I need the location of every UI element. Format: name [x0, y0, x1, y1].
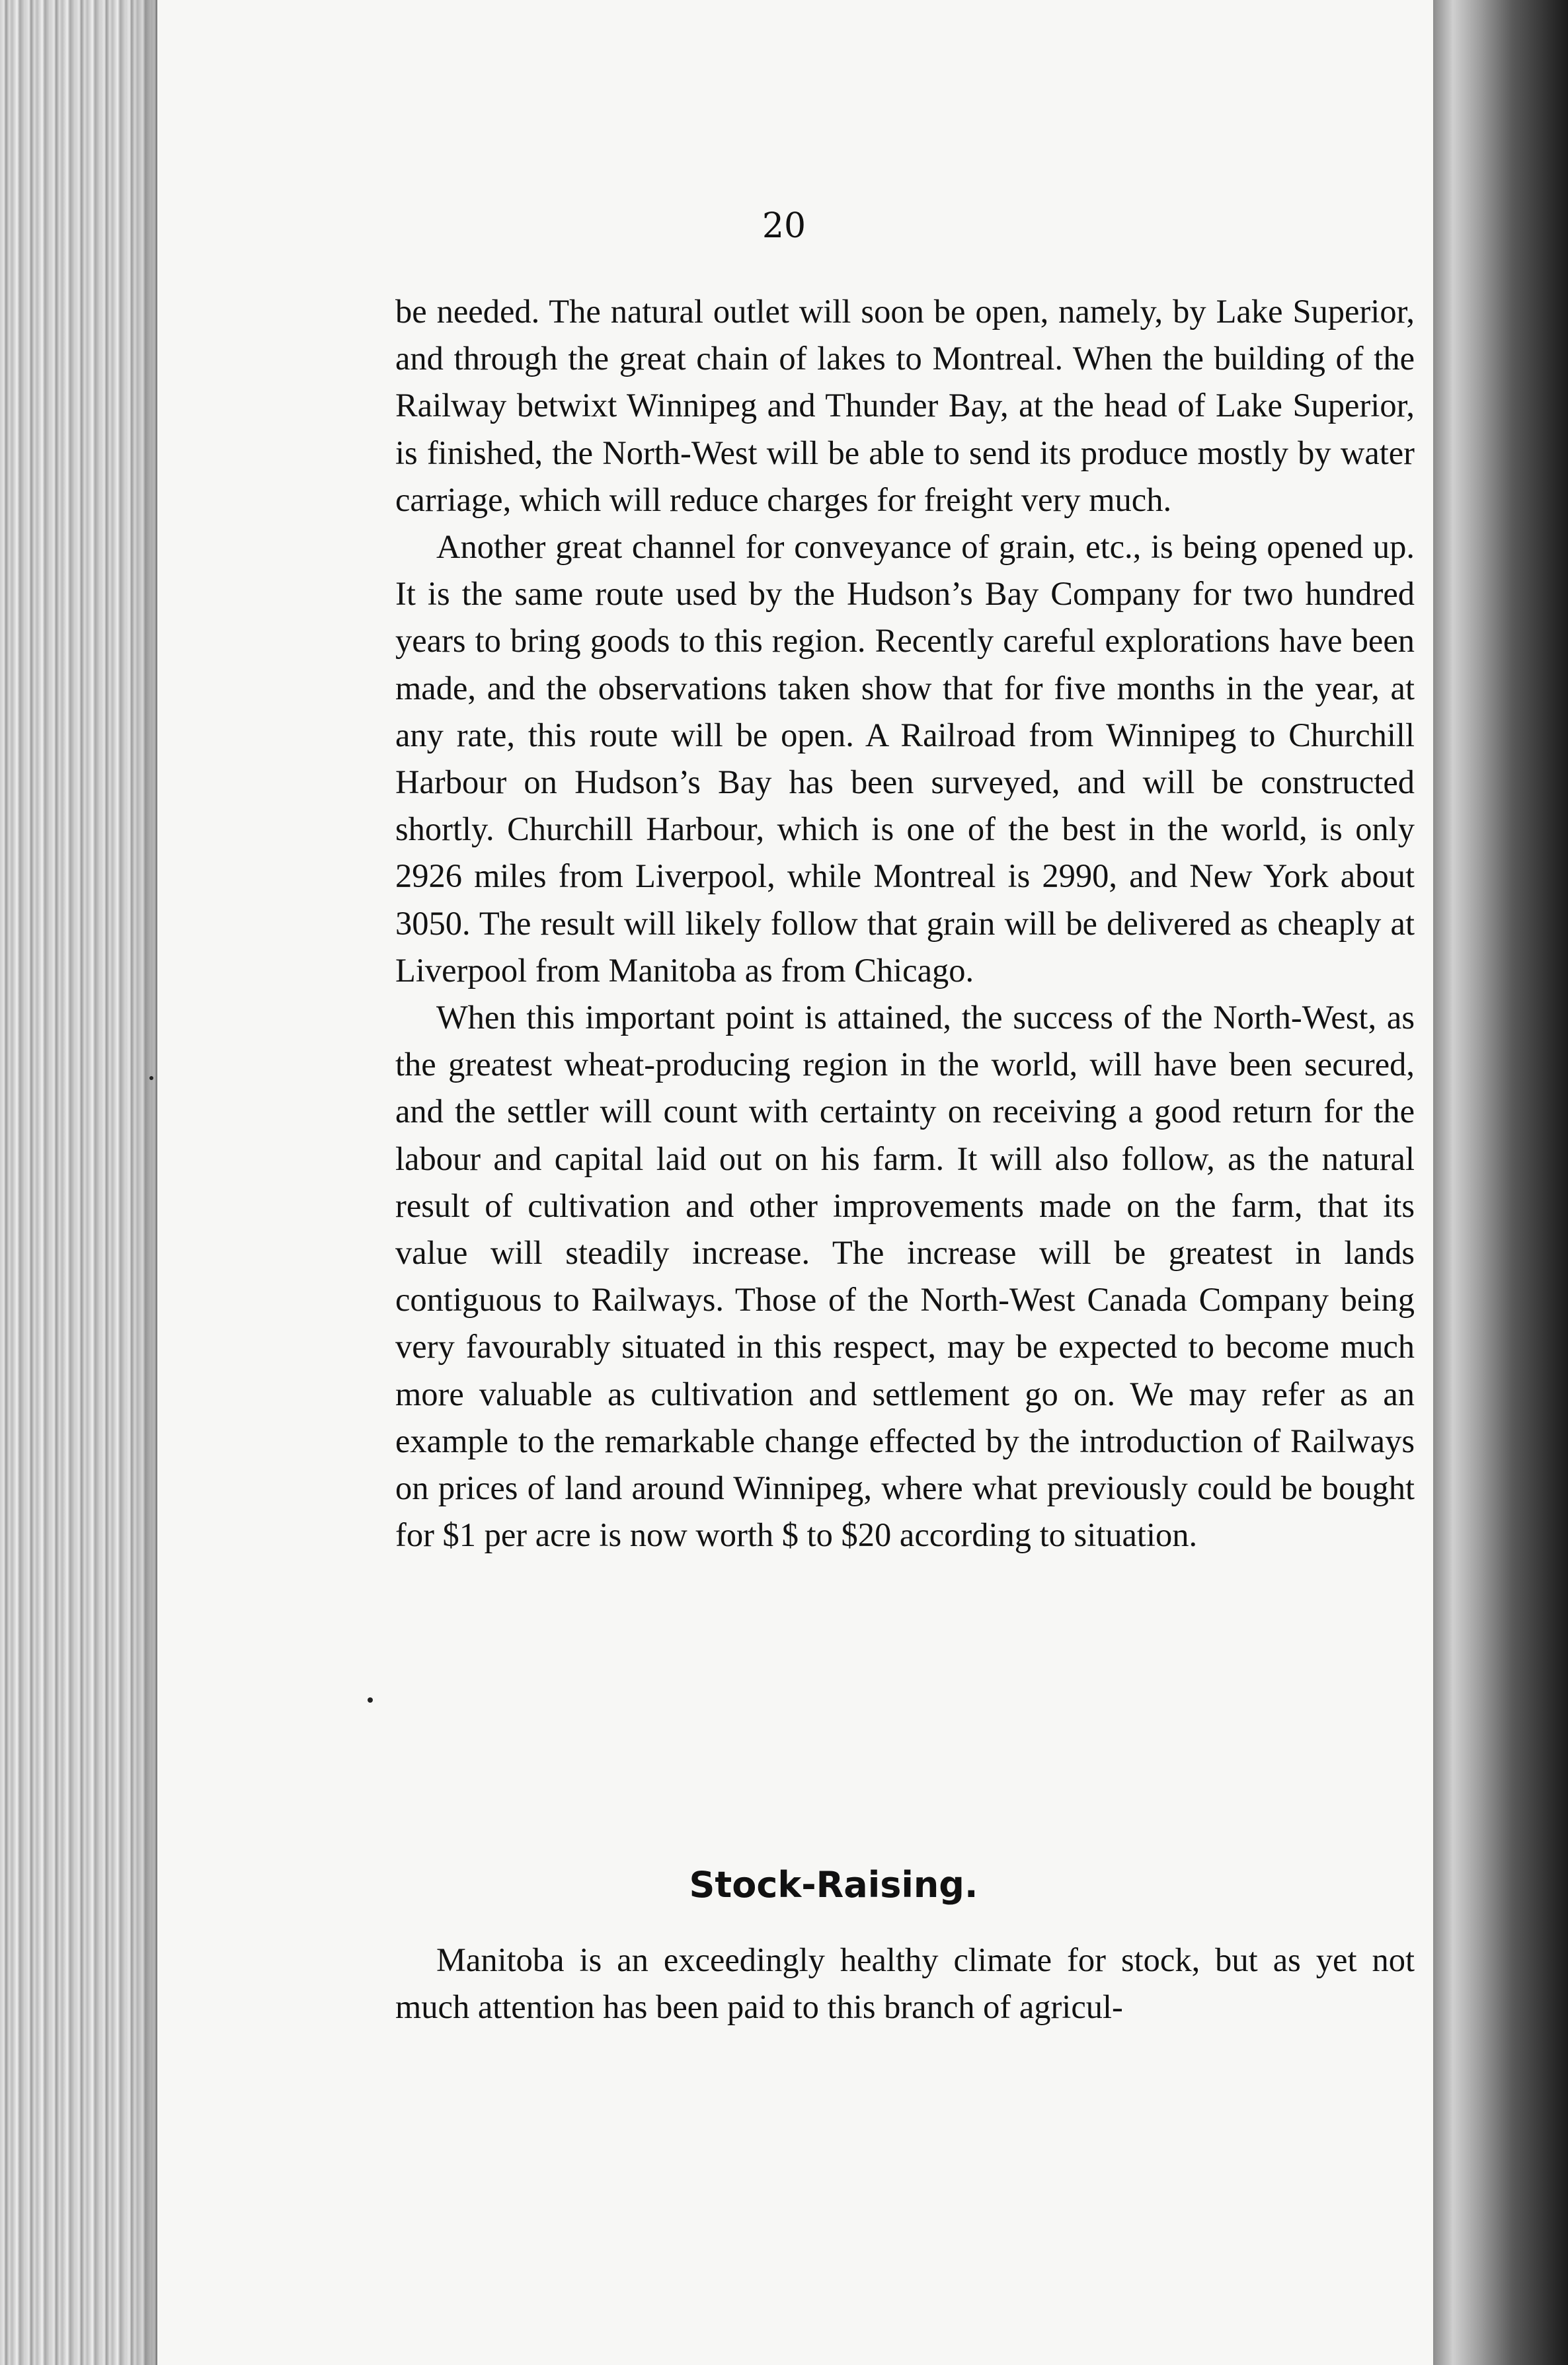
section-text	[395, 1937, 1415, 2031]
book-right-edge	[1433, 0, 1568, 2365]
paragraph-2: Another great channel for conveyance of grain, etc., is being opened up. It is the same route used by the Hudson’s Bay Company for two hundred years to bring goods to this region. Recently careful explorations have been made, and the observations taken show that for five months in the year, at any rate, this route will be open. A Railroad from Winnipeg to Churchill Harbour on Hudson’s Bay has been surveyed, and will be constructed shortly. Churchill Harbour, which is one of the best in the world, is only 2926 miles from Liverpool, while Montreal is 2990, and New York about 3050. The result will likely follow that grain will be delivered as cheaply at Liverpool from Manitoba as from Chicago.	[395, 528, 1415, 989]
scan-speck	[149, 1076, 153, 1080]
body-text	[395, 288, 1415, 1559]
page-number: 20	[762, 206, 806, 246]
scan-speck	[368, 1697, 373, 1703]
section-paragraph: Manitoba is an exceedingly healthy climate for stock, but as yet not much attention has been paid to this branch of agricul-	[395, 1941, 1415, 2026]
section-heading: Stock-Raising.	[689, 1864, 978, 1906]
paragraph-3: When this important point is attained, the success of the North-West, as the greatest wheat-producing region in the world, will have been secured, and the settler will count with certainty on receiving a good return for the labour and capital laid out on his farm. It will also follow, as the natural result of cultivation and other improvements made on the farm, that its value will steadily increase. The increase will be greatest in lands contiguous to Railways. Those of the North-West Canada Company being very favourably situated in this respect, may be expected to become much more valuable as cultivation and settlement go on. We may refer as an example to the remarkable change effected by the introduction of Railways on prices of land around Winnipeg, where what previously could be bought for $1 per acre is now worth $ to $20 according to situation.	[395, 999, 1415, 1554]
book-left-edge-shadow	[132, 0, 159, 2365]
paragraph-1: be needed. The natural outlet will soon be open, namely, by Lake Superior, and through the great chain of lakes to Montreal. When the building of the Railway betwixt Winnipeg and Thunder Bay, at the head of Lake Superior, is finished, the North-West will be able to send its produce mostly by water carriage, which will reduce charges for freight very much.	[395, 293, 1415, 518]
